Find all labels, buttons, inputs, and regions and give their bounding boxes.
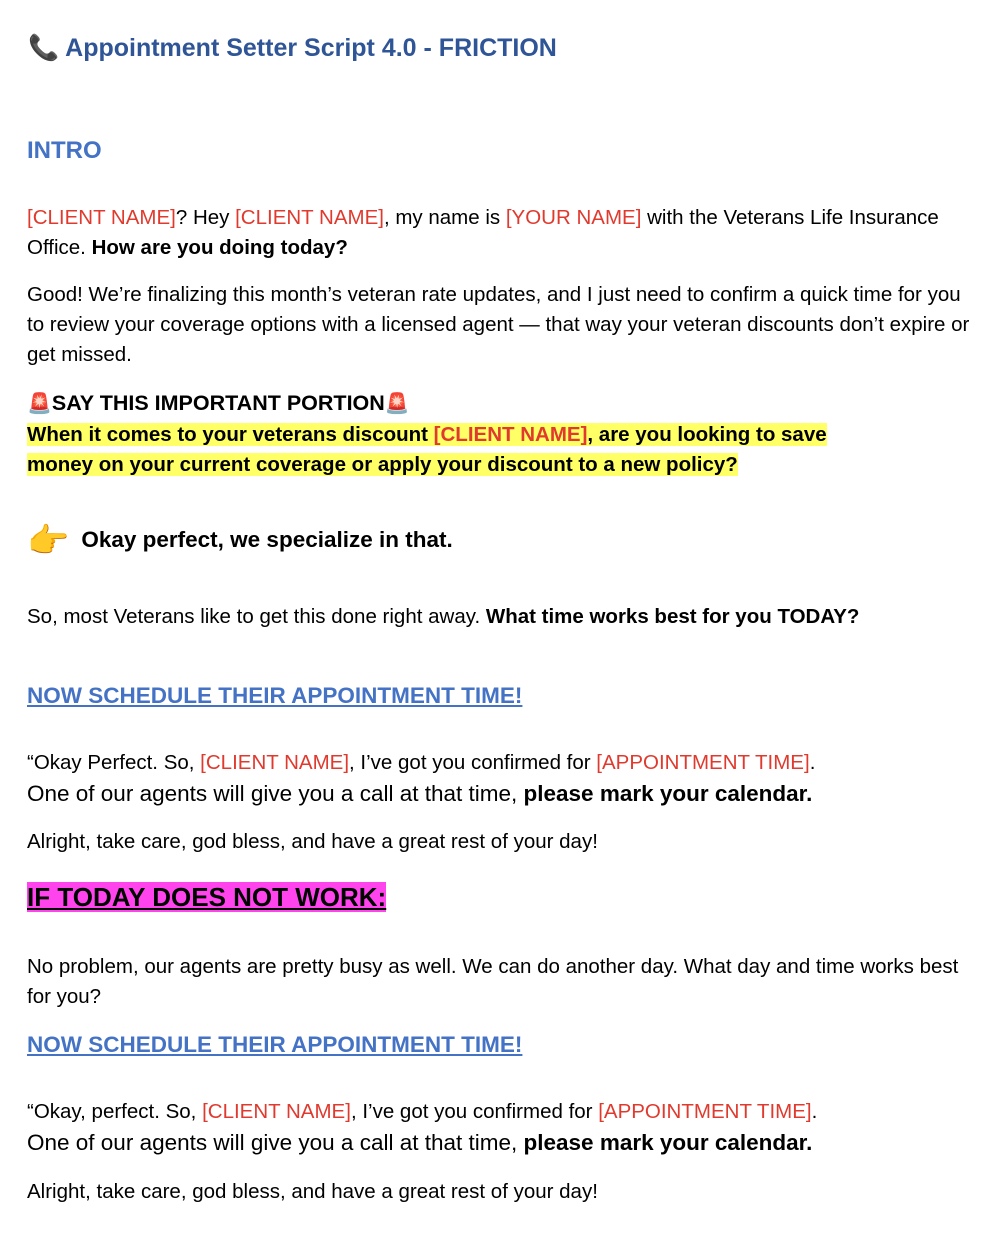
schedule-heading-2: NOW SCHEDULE THEIR APPOINTMENT TIME!	[27, 1032, 523, 1057]
if-today-does-not-work-heading: IF TODAY DOES NOT WORK:	[27, 882, 387, 912]
greeting-question: How are you doing today?	[91, 236, 348, 259]
important-question: When it comes to your veterans discount [CLIENT NAME], are you looking to save money on your current coverage or apply your discount to a new policy?	[27, 423, 827, 476]
appointment-time-placeholder: [APPOINTMENT TIME]	[598, 1100, 812, 1123]
schedule-heading-1: NOW SCHEDULE THEIR APPOINTMENT TIME!	[27, 683, 523, 708]
client-name-placeholder: [CLIENT NAME]	[27, 206, 176, 229]
appointment-time-placeholder: [APPOINTMENT TIME]	[596, 751, 810, 774]
client-name-placeholder: [CLIENT NAME]	[202, 1100, 351, 1123]
siren-icon: 🚨	[384, 393, 410, 415]
calendar-line-1: One of our agents will give you a call at that time, please mark your calendar.	[27, 781, 813, 806]
client-name-placeholder: [CLIENT NAME]	[235, 206, 384, 229]
today-question: So, most Veterans like to get this done right away. What time works best for you TODAY?	[27, 605, 860, 628]
phone-icon: 📞	[28, 34, 60, 62]
pointing-hand-icon: 👉	[27, 522, 70, 561]
another-day-text: No problem, our agents are pretty busy as well. We can do another day. What day and time works best for you?	[27, 955, 959, 1008]
specialize-line: 👉 Okay perfect, we specialize in that.	[27, 522, 453, 561]
intro-greeting: [CLIENT NAME]? Hey [CLIENT NAME], my name is [YOUR NAME] with the Veterans Life Insurance Office. How are you doing today?	[27, 206, 939, 259]
page-title: 📞 Appointment Setter Script 4.0 - FRICTION	[28, 34, 557, 62]
confirmation-line-2: “Okay, perfect. So, [CLIENT NAME], I’ve got you confirmed for [APPOINTMENT TIME].	[27, 1100, 818, 1123]
confirmation-line-1: “Okay Perfect. So, [CLIENT NAME], I’ve got you confirmed for [APPOINTMENT TIME].	[27, 751, 816, 774]
your-name-placeholder: [YOUR NAME]	[505, 206, 642, 229]
siren-icon: 🚨	[27, 393, 52, 415]
client-name-placeholder: [CLIENT NAME]	[433, 423, 588, 446]
calendar-line-2: One of our agents will give you a call at that time, please mark your calendar.	[27, 1130, 813, 1155]
important-portion-label: 🚨SAY THIS IMPORTANT PORTION🚨	[27, 391, 410, 415]
intro-rate-update: Good! We’re finalizing this month’s veteran rate updates, and I just need to confirm a quick time for you to review your coverage options with a licensed agent — that way your veteran discounts don’t expire or get missed.	[27, 283, 970, 366]
intro-heading: INTRO	[27, 137, 102, 164]
client-name-placeholder: [CLIENT NAME]	[200, 751, 350, 774]
closing-line-1: Alright, take care, god bless, and have a great rest of your day!	[27, 830, 598, 853]
closing-line-2: Alright, take care, god bless, and have a great rest of your day!	[27, 1180, 598, 1203]
